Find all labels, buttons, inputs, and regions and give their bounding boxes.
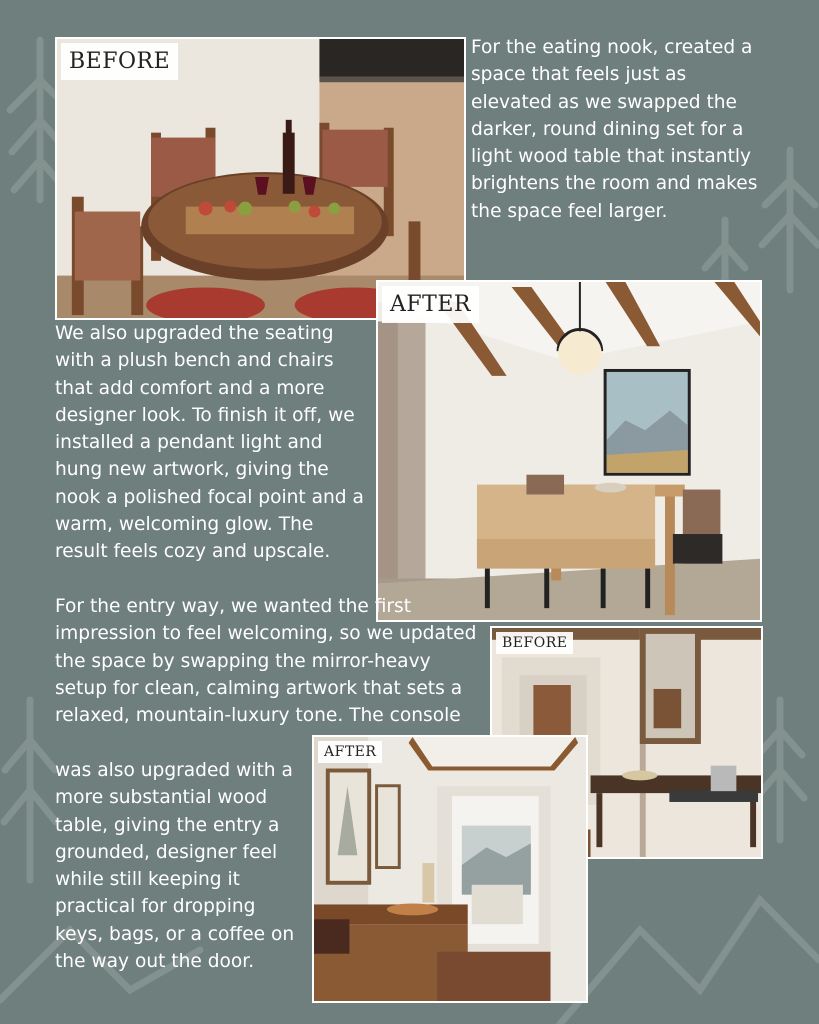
after-label: AFTER	[318, 741, 382, 763]
entry-after-photo	[312, 735, 588, 1003]
entry-after-image	[314, 737, 586, 1001]
nook-after-photo	[376, 280, 762, 622]
nook-after-image	[378, 282, 760, 620]
nook-before-photo	[55, 37, 466, 320]
pine-tree-icon	[756, 700, 804, 840]
before-label: BEFORE	[61, 43, 178, 80]
nook-seating-text: We also upgraded the seating with a plush bench and chairs that add comfort and a more designer look. To finish it off, we installed a pendant light and hung new artwork, giving the nook a polished focal point and a warm, welcoming glow. The result feels cozy and upscale.	[55, 323, 364, 563]
nook-intro-text: For the eating nook, created a space that feels just as elevated as we swapped the darker, round dining set for a light wood table that instantly brightens the room and makes the space feel larger.	[471, 37, 758, 222]
pine-tree-icon	[4, 700, 56, 880]
after-label: AFTER	[382, 286, 479, 323]
nook-before-image	[57, 39, 464, 318]
entry-intro-text: For the entry way, we wanted the first impression to feel welcoming, so we updated the space by swapping the mirror-heavy setup for clean, calming artwork that sets a relaxed, mountain-luxury tone. The console	[55, 596, 477, 727]
mountain-outline	[560, 900, 819, 1024]
entry-console-text: was also upgraded with a more substantial wood table, giving the entry a grounded, designer feel while still keeping it practical for dropping keys, bags, or a coffee on the way out the door.	[55, 760, 295, 973]
before-label: BEFORE	[496, 632, 573, 654]
